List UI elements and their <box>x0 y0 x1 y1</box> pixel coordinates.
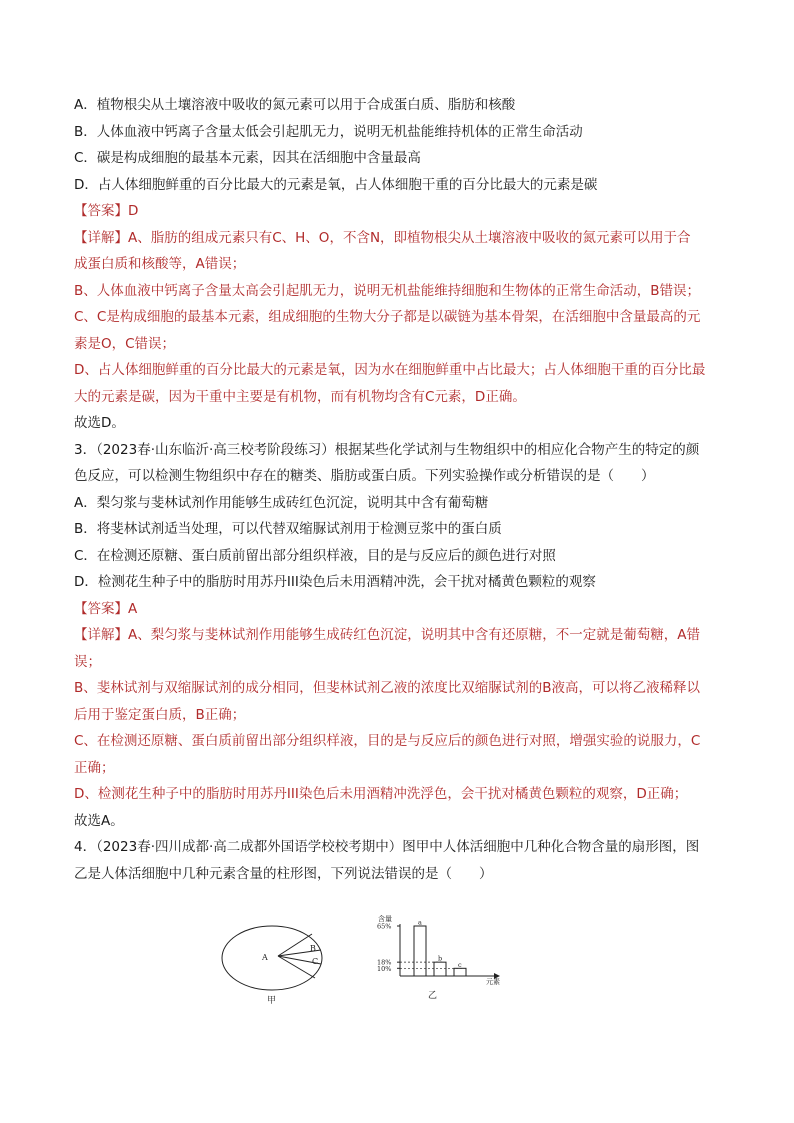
pie-label-c: C <box>312 957 319 966</box>
figure-caption-jia: 甲 <box>267 996 277 1006</box>
q3-answer <box>74 596 724 623</box>
answer-label: 【答案】 <box>74 600 128 617</box>
q3-explain-line: 后用于鉴定蛋白质，B正确； <box>74 706 246 723</box>
q3-explain-line: C、在检测还原糖、蛋白质前留出部分组织样液，目的是与反应后的颜色进行对照，增强实验的说服力，C <box>74 733 701 749</box>
y-tick-label: 18% <box>377 958 392 967</box>
bar-c <box>454 968 466 976</box>
q2-option-b: B．人体血液中钙离子含量太低会引起肌无力，说明无机盐能维持机体的正常生命活动 <box>74 123 583 140</box>
pie-label-a: A <box>262 953 268 962</box>
pie-ellipse <box>222 926 322 990</box>
q4-stem-line: 乙是人体活细胞中几种元素含量的柱形图，下列说法错误的是（ ） <box>74 865 493 882</box>
q3-stem-line: 3．（2023春·山东临沂·高三校考阶段练习）根据某些化学试剂与生物组织中的相应化合物产生的特定的颜 <box>74 441 700 458</box>
figure-yi-bar-chart <box>370 912 530 1002</box>
pie-label-b: B <box>310 944 316 953</box>
q3-explain-line: 【详解】A、梨匀浆与斐林试剂作用能够生成砖红色沉淀，说明其中含有还原糖，不一定就是葡萄糖，A错 <box>74 627 700 643</box>
q3-option-d: D．检测花生种子中的脂肪时用苏丹III染色后未用酒精冲洗，会干扰对橘黄色颗粒的观察 <box>74 574 596 590</box>
q2-explain-line: 【详解】A、脂肪的组成元素只有C、H、O，不含N，即植物根尖从土壤溶液中吸收的氮元素可以用于合 <box>74 229 691 246</box>
q3-option-b: B．将斐林试剂适当处理，可以代替双缩脲试剂用于检测豆浆中的蛋白质 <box>74 521 502 537</box>
q2-explain-line: 素是O，C错误； <box>74 335 176 352</box>
bar-label: b <box>438 954 443 963</box>
q2-explain-line: C、C是构成细胞的最基本元素，组成细胞的生物大分子都是以碳链为基本骨架，在活细胞中含量最高的元 <box>74 309 701 325</box>
q4-figures <box>220 915 540 1008</box>
q2-explain-line: 大的元素是碳，因为干重中主要是有机物，而有机物均含有C元素，D正确。 <box>74 388 526 405</box>
q4-stem-line: 4．（2023春·四川成都·高二成都外国语学校校考期中）图甲中人体活细胞中几种化合物含量的扇形图，图 <box>74 839 700 855</box>
q3-conclusion: 故选A。 <box>74 812 124 829</box>
q3-explain-line: 正确； <box>74 759 115 776</box>
bar-group <box>377 919 466 977</box>
bar-label: a <box>418 918 422 927</box>
q2-answer <box>74 198 724 225</box>
figure-caption-yi: 乙 <box>428 991 438 1001</box>
answer-value: D <box>128 203 139 219</box>
y-tick-label: 10% <box>377 964 392 973</box>
document-page <box>74 92 724 887</box>
figure-jia-pie <box>220 918 360 1008</box>
q2-option-a: A．植物根尖从土壤溶液中吸收的氮元素可以用于合成蛋白质、脂肪和核酸 <box>74 97 516 113</box>
q3-explain-line: D、检测花生种子中的脂肪时用苏丹III染色后未用酒精冲洗浮色，会干扰对橘黄色颗粒的观察，D正确； <box>74 786 688 802</box>
q3-explain-line: B、斐林试剂与双缩脲试剂的成分相同，但斐林试剂乙液的浓度比双缩脲试剂的B液高，可以将乙液稀释以 <box>74 680 701 696</box>
q3-stem-line: 色反应，可以检测生物组织中存在的糖类、脂肪或蛋白质。下列实验操作或分析错误的是（ ） <box>74 468 655 484</box>
q2-conclusion: 故选D。 <box>74 415 125 431</box>
q3-explain-line: 误； <box>74 653 101 670</box>
answer-value: A <box>128 600 138 617</box>
bar-b <box>434 962 446 976</box>
q3-option-a: A．梨匀浆与斐林试剂作用能够生成砖红色沉淀，说明其中含有葡萄糖 <box>74 494 489 511</box>
y-tick-label: 65% <box>377 922 392 931</box>
pie-sector-line <box>278 934 312 956</box>
q2-explain-line: D、占人体细胞鲜重的百分比最大的元素是氧，因为水在细胞鲜重中占比最大；占人体细胞干重的百分比最 <box>74 362 706 378</box>
q2-explain-line: 成蛋白质和核酸等，A错误； <box>74 256 246 272</box>
bar-label: c <box>458 960 462 969</box>
y-axis-label: 含量 <box>378 915 392 923</box>
q2-option-c: C．碳是构成细胞的最基本元素，因其在活细胞中含量最高 <box>74 150 421 166</box>
answer-label: 【答案】 <box>74 203 128 219</box>
x-axis-label: 元素 <box>486 978 500 986</box>
q3-option-c: C．在检测还原糖、蛋白质前留出部分组织样液，目的是与反应后的颜色进行对照 <box>74 547 556 564</box>
q2-option-d: D．占人体细胞鲜重的百分比最大的元素是氧，占人体细胞干重的百分比最大的元素是碳 <box>74 176 598 193</box>
q2-explain-line: B、人体血液中钙离子含量太高会引起肌无力，说明无机盐能维持细胞和生物体的正常生命活动，B错误； <box>74 282 701 299</box>
